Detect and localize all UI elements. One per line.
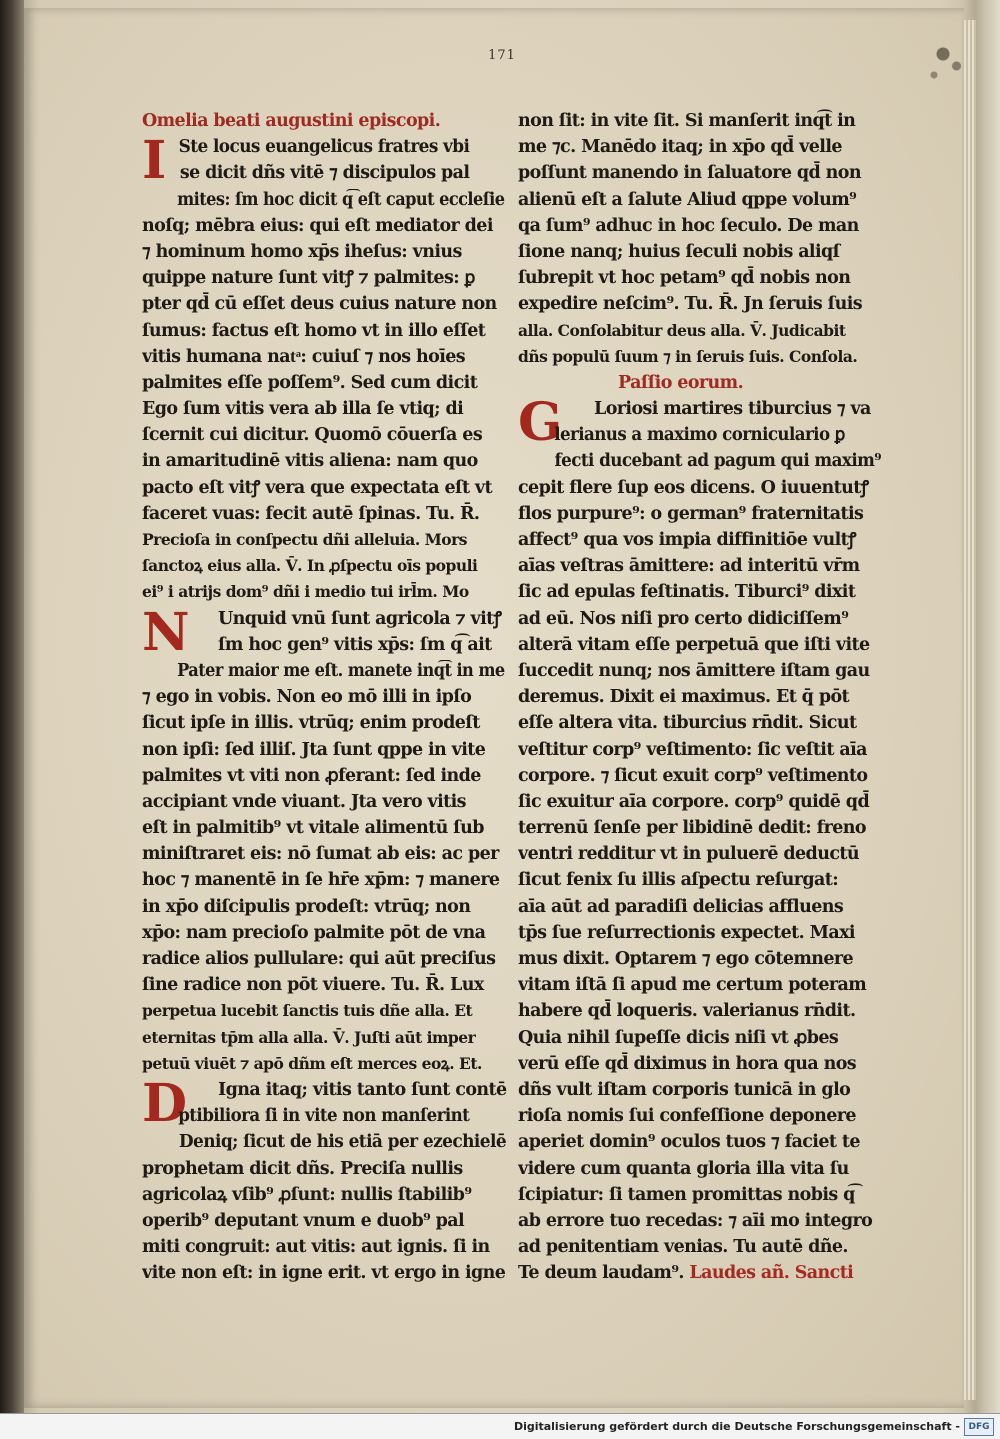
text-line: miniſtraret eis: nō ſumat ab eis: ac per xyxy=(142,844,499,865)
text-line: deremus. Dixit ei maximus. Et q̄ pōt xyxy=(518,687,850,708)
text-line: non ipſi: ſed illiſ. Jta ſunt qppe in vite xyxy=(142,739,486,760)
text-line: in xp̄o diſcipulis prodeſt: vtrūq; non xyxy=(142,896,471,917)
left-column xyxy=(142,108,507,1286)
text-line: vitam iſtā ſi apud me certum poteram xyxy=(518,975,867,996)
text-line: vitis humana natͣ: cuiuſ ⁊ nos hoīes xyxy=(142,346,466,367)
closing-text: Te deum laudam⁹. xyxy=(518,1263,684,1284)
rubric-text-line: dñs populū ſuum ⁊ in ſeruis ſuis. Conſola. xyxy=(518,346,858,366)
red-initial: G xyxy=(518,392,563,454)
rubric-lines xyxy=(142,527,507,606)
text-line: non ſit: in vite ſit. Si manſerit inq͡t in xyxy=(518,111,856,131)
text-line: hoc ⁊ manentē in ſe hr̄e xp̄m: ⁊ manere xyxy=(142,870,500,891)
digitization-credit: Digitalisierung gefördert durch die Deutsche Forschungsgemeinschaft - xyxy=(513,1420,960,1433)
text-line: pacto eſt vitꝭ vera que expectata eſt vt xyxy=(142,477,492,498)
text-line: ſubrepit vt hoc petam⁹ qd̄ nobis non xyxy=(518,268,851,289)
text-line: Igna itaq; vitis tanto ſunt contē xyxy=(218,1079,507,1100)
red-initial: I xyxy=(142,130,167,192)
folio-number: 171 xyxy=(488,48,516,63)
rubric-text-line: perpetua lucebit ſanctis tuis dñe alla. Et xyxy=(142,1001,473,1021)
red-initial: N xyxy=(142,601,190,663)
text-line: accipiant vnde viuant. Jta vero vitis xyxy=(142,791,466,812)
text-line: operib⁹ deputant vnum e duob⁹ pal xyxy=(142,1210,465,1231)
text-line: ſic exuitur aīa corpore. corp⁹ quidē qd̄ xyxy=(518,791,870,812)
paragraph-lines xyxy=(142,130,507,527)
text-line: ſumus: factus eſt homo vt in illo eſſet xyxy=(142,320,486,341)
text-line: quippe nature ſunt vitꝭ ⁊ palmites: ꝑ xyxy=(142,268,475,289)
paper-foxing-stain xyxy=(925,30,970,90)
text-line: ſcipiatur: ſi tamen promittas nobis q͡ xyxy=(518,1184,855,1205)
rubric-text-line: eternitas tp̄m alla alla. V̄. Juſti aūt imper xyxy=(142,1027,476,1047)
left-paragraph-2 xyxy=(142,601,507,1077)
text-line: flos purpure⁹: o german⁹ fraternitatis xyxy=(518,503,864,524)
left-heading: Omelia beati augustini episcopi. xyxy=(142,111,441,131)
text-line: Loriosi martires tiburcius ⁊ va xyxy=(594,399,871,420)
left-paragraph-1 xyxy=(142,130,507,605)
right-column xyxy=(518,108,883,1286)
text-line: radice alios pullulare: qui aūt preciſus xyxy=(142,949,496,969)
text-line: Deniq; ſicut de his etiā per ezechielē xyxy=(178,1132,507,1153)
rubric-lines xyxy=(142,998,507,1077)
text-line: eſt in palmitib⁹ vt vitale alimentū ſub xyxy=(142,818,484,839)
paragraph-lines xyxy=(142,1072,507,1287)
text-line: ſcernit cui dicitur. Quomō cōuerſa es xyxy=(142,425,483,446)
text-line: in amaritudinē vitis aliena: nam quo xyxy=(142,451,478,472)
text-line: ſm hoc gen⁹ vitis xp̄s: ſm q͡ ait xyxy=(218,634,492,655)
text-line: miti congruit: aut vitis: aut ignis. ſi in xyxy=(142,1237,490,1258)
text-line: corpore. ⁊ ſicut exuit corp⁹ veſtimento xyxy=(518,765,868,786)
text-line: vite non eſt: in igne erit. vt ergo in igne xyxy=(142,1263,506,1284)
binding-edge xyxy=(0,0,24,1414)
right-paragraph-2 xyxy=(518,392,883,1286)
text-line: affect⁹ qua vos impia diffinitiōe vultꝭ xyxy=(518,530,856,550)
text-line: ⁊ hominum homo xp̄s iheſus: vnius xyxy=(142,241,462,262)
text-line: ſicut fenix ſu illis aſpectu reſurgat: xyxy=(518,870,839,891)
text-line: prophetam dicit dñs. Preciſa nullis xyxy=(142,1158,463,1179)
red-initial: D xyxy=(142,1072,188,1134)
paragraph-lines xyxy=(142,601,507,999)
text-line: me ⁊c. Manēdo itaq; in xp̄o qd̄ velle xyxy=(518,137,842,158)
text-line: Ste locus euangelicus fratres vbi xyxy=(178,137,470,158)
text-line: habere qd̄ loqueris. valerianus rn̄dit. xyxy=(518,1001,856,1022)
text-line: pter qd̄ cū eſſet deus cuius nature non xyxy=(142,294,497,315)
text-line: Quia nihil ſupeſſe dicis niſi vt ꝓbes xyxy=(518,1027,839,1048)
footer-bar xyxy=(0,1414,1000,1439)
text-line: aperiet domin⁹ oculos tuos ⁊ faciet te xyxy=(518,1132,860,1153)
text-line: aīa aūt ad paradiſi delicias affluens xyxy=(518,896,844,917)
paragraph-lines xyxy=(518,392,883,1260)
text-line: videre cum quanta gloria illa vita ſu xyxy=(518,1158,849,1179)
text-line: se dicit dñs vitē ⁊ discipulos pal xyxy=(179,163,470,184)
text-line: verū eſſe qd̄ diximus in hora qua nos xyxy=(518,1053,857,1074)
left-paragraph-3 xyxy=(142,1072,507,1287)
text-line: ſine radice non pōt viuere. Tu. R̄. Lux xyxy=(142,975,484,996)
text-line: faceret vuas: fecit autē ſpinas. Tu. R̄. xyxy=(142,503,480,524)
text-line: aīas veſtras āmittere: ad interitū vr̄m xyxy=(518,556,860,577)
text-line: qa ſum⁹ adhuc in hoc ſeculo. De man xyxy=(518,215,859,236)
rubric-lines xyxy=(518,318,883,370)
text-line: cepit flere ſup eos dicens. O iuuentutꝭ xyxy=(518,477,869,498)
text-line: Pater maior me eſt. manete inq͡t in me xyxy=(177,660,505,681)
rubric-text-line: ei⁹ i atrijs dom⁹ dñi i medio tui irl̄m. Mo xyxy=(142,582,469,602)
text-line: eſſe altera vita. tiburcius rn̄dit. Sicut xyxy=(518,713,857,734)
text-line: expedire neſcim⁹. Tu. R̄. Jn ſeruis ſuis xyxy=(518,294,863,315)
text-line: Unquid vnū ſunt agricola ⁊ vitꝭ xyxy=(218,608,502,629)
page-stack-edges xyxy=(962,20,976,1400)
text-line: palmites eſſe poſſem⁹. Sed cum dicit xyxy=(142,372,478,393)
text-line: ventri redditur vt in puluerē deductū xyxy=(518,844,859,865)
rubric-text-line: ſanctoꝝ eius alla. V̄. In ꝓſpectu oīs populi xyxy=(142,556,478,576)
text-line: ad penitentiam venias. Tu autē dñe. xyxy=(518,1237,848,1258)
text-line: alienū eſt a ſalute Aliud qppe volum⁹ xyxy=(518,189,857,210)
closing-rubric: Laudes añ. Sancti xyxy=(689,1263,854,1284)
text-line: dñs vult iſtam corporis tunicā in glo xyxy=(518,1079,851,1100)
text-line: agricolaꝝ vſib⁹ ꝓſunt: nullis ſtabilib⁹ xyxy=(142,1184,472,1205)
text-line: ad eū. Nos niſi pro certo didiciſſem⁹ xyxy=(518,608,849,629)
text-line: mus dixit. Optarem ⁊ ego cōtemnere xyxy=(518,949,854,969)
text-line: fecti ducebant ad pagum qui maxim⁹ xyxy=(554,451,882,472)
text-line: alterā vitam eſſe perpetuā que iſti vite xyxy=(518,634,870,655)
text-line: xp̄o: nam precioſo palmite pōt de vna xyxy=(142,922,486,943)
text-line: ⁊ ego in vobis. Non eo mō illi in ipſo xyxy=(142,687,472,708)
closing-line xyxy=(518,1260,883,1286)
text-line: ſicut ipſe in illis. vtrūq; enim prodeſt xyxy=(142,713,480,734)
text-line: rioſa nomis ſui confeſſione deponere xyxy=(518,1106,856,1127)
text-line: palmites vt viti non ꝓferant: ſed inde xyxy=(142,765,481,786)
dfg-logo: DFG xyxy=(964,1418,994,1436)
rubric-text-line: alla. Conſolabitur deus alla. V̄. Judicabit xyxy=(518,320,846,340)
text-line: ſic ad epulas feſtinatis. Tiburci⁹ dixit xyxy=(518,582,856,603)
text-line: terrenū ſenſe per libidinē dedit: freno xyxy=(518,818,866,839)
text-line: lerianus a maximo corniculario ꝑ xyxy=(554,425,845,446)
text-line: mites: ſm hoc dicit q͡ eſt caput eccleſie xyxy=(177,189,505,210)
rubric-text-line: petuū viuēt ⁊ apō dñm eſt merces eoꝝ. Et. xyxy=(142,1053,482,1073)
text-line: noſq; mēbra eius: qui eſt mediator dei xyxy=(142,215,493,236)
text-line: Ego ſum vitis vera ab illa ſe vtiq; di xyxy=(142,399,464,420)
rubric-text-line: Precioſa in conſpectu dñi alleluia. Mors xyxy=(142,530,468,549)
text-line: ab errore tuo recedas: ⁊ aīi mo integro xyxy=(518,1210,873,1231)
text-line: ſione nanq; huius ſeculi nobis aliqſ xyxy=(518,241,840,262)
text-line: poſſunt manendo in ſaluatore qd̄ non xyxy=(518,163,861,184)
text-line: ptibiliora ſi in vite non manſerint xyxy=(178,1106,470,1127)
text-line: veſtitur corp⁹ veſtimento: ſic veſtit aīa xyxy=(518,739,867,760)
right-heading: Paſſio eorum. xyxy=(618,372,744,393)
paragraph-lines xyxy=(518,108,883,318)
text-line: ſuccedit nunq; nos āmittere iſtam gau xyxy=(518,660,870,681)
text-line: tp̄s ſue reſurrectionis expectet. Maxi xyxy=(518,922,855,943)
